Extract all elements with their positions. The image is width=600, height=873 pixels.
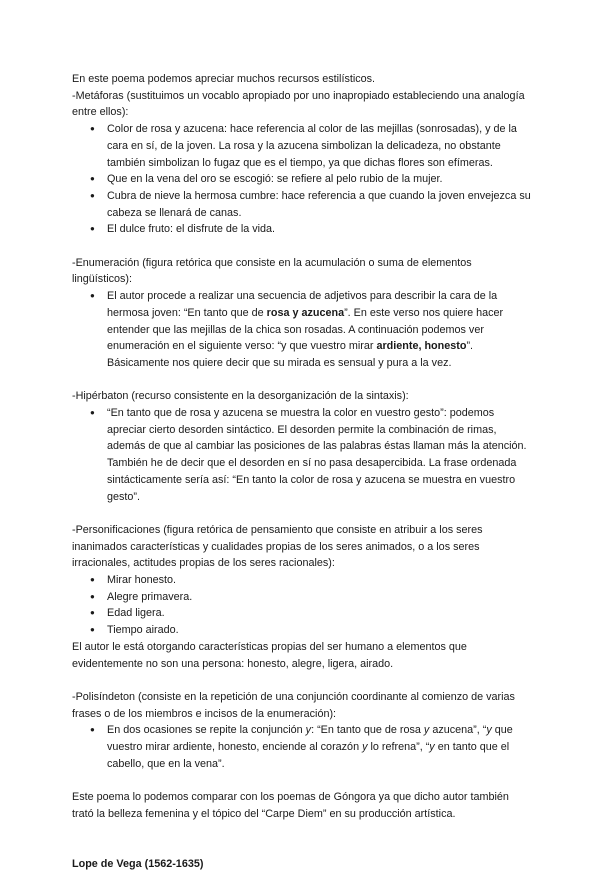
personificaciones-explanation: El autor le está otorgando características propias del ser humano a elementos que evidentemente no son una persona: honesto, alegre, ligera, airado. — [72, 640, 467, 670]
italic-text: y — [486, 724, 492, 737]
list-item: ● “En tanto que de rosa y azucena se muestra la color en vuestro gesto”: podemos apreciar cierto desorden sintáctico. El desorden permite la combinación de rimas, además de que al cambiar las posiciones de las palabras éstas llaman más la atención. También he de decir que el desorden en sí no pasa desapercibida. La frase ordenada sintácticamente sería así: “En tanto la color de rosa y azucena se muestra en vuestro gesto”. — [107, 405, 532, 505]
italic-text: y — [305, 724, 312, 737]
list-item: ● Edad ligera. — [107, 605, 532, 622]
author-heading: Lope de Vega (1562-1635) — [72, 857, 204, 870]
text-run: : “En tanto que de rosa — [311, 724, 424, 737]
list-item: ● Tiempo airado. — [107, 622, 532, 639]
text-run: en tanto que el cabello, que en la vena”. — [107, 741, 510, 770]
hiperbaton-heading: -Hipérbaton (recurso consistente en la desorganización de la sintaxis): — [72, 390, 409, 403]
enumeracion-list — [72, 288, 532, 372]
polisindeton-list — [72, 722, 532, 772]
list-item: ● Alegre primavera. — [107, 589, 532, 606]
bold-text: ardiente, honesto — [376, 340, 467, 353]
list-item: ● Cubra de nieve la hermosa cumbre: hace referencia a que cuando la joven envejezca su cabeza se llenará de canas. — [107, 188, 532, 221]
list-item: ● Mirar honesto. — [107, 572, 532, 589]
intro-paragraph: En este poema podemos apreciar muchos recursos estilísticos. — [72, 73, 376, 85]
text-run: En dos ocasiones se repite la conjunción — [107, 724, 306, 737]
text-run: El autor procede a realizar una secuencia de adjetivos para describir la cara de la hermosa joven: “En tanto que de — [107, 290, 498, 319]
text-run: ”. En este verso nos quiere hacer entender que las mejillas de la chica son rosadas. A continuación podemos ver enumeración en el siguiente verso: “y que vuestro mirar — [107, 306, 504, 353]
italic-text: y — [429, 741, 435, 754]
personificaciones-heading: -Personificaciones (figura retórica de pensamiento que consiste en atribuir a los seres inanimados características y cualidades propias de los seres animados, o a los seres irracionales, actitudes propias de los seres racionales): — [72, 523, 483, 570]
list-item — [107, 722, 532, 772]
list-item: ● El dulce fruto: el disfrute de la vida. — [107, 221, 532, 238]
italic-text: y — [362, 741, 368, 754]
bold-text: rosa y azucena — [266, 306, 345, 319]
text-run: lo refrena”, “ — [367, 741, 430, 754]
enumeracion-heading: -Enumeración (figura retórica que consiste en la acumulación o suma de elementos lingüísticos): — [72, 256, 472, 286]
metaforas-list — [72, 121, 532, 238]
list-item: ● Que en la vena del oro se escogió: se refiere al pelo rubio de la mujer. — [107, 171, 532, 188]
text-run: que vuestro mirar ardiente, honesto, enciende al corazón — [107, 724, 513, 754]
conclusion-paragraph: Este poema lo podemos comparar con los poemas de Góngora ya que dicho autor también trató la belleza femenina y el tópico del “Carpe Diem” en su producción artística. — [72, 791, 509, 820]
list-item: ● Color de rosa y azucena: hace referencia al color de las mejillas (sonrosadas), y de la cara en sí, de la joven. La rosa y la azucena simbolizan la delicadeza, no obstante también simbolizan lo fugaz que es el tiempo, ya que dichas flores son efímeras. — [107, 121, 532, 171]
italic-text: y — [423, 724, 430, 737]
text-run: ”. Básicamente nos quiere decir que su mirada es sensual y pura a la vez. — [107, 340, 474, 369]
metaforas-heading: -Metáforas (sustituimos un vocablo apropiado por uno inapropiado estableciendo una analogía entre ellos): — [72, 89, 525, 119]
hiperbaton-list — [72, 405, 532, 505]
text-run: azucena”, “ — [429, 724, 487, 737]
document-page — [72, 71, 532, 873]
polisindeton-heading: -Polisíndeton (consiste en la repetición de una conjunción coordinante al comienzo de varias frases o de los miembros e incisos de la enumeración): — [72, 690, 515, 720]
list-item — [107, 288, 532, 372]
personificaciones-list — [72, 572, 532, 639]
